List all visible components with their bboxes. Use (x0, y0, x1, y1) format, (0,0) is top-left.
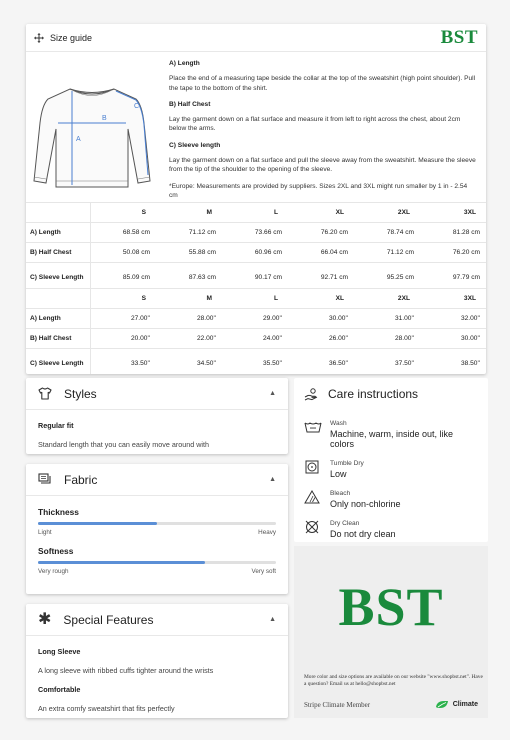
styles-body (26, 410, 288, 454)
table-cell: 34.50'' (156, 349, 222, 375)
table-cell: 66.04 cm (288, 243, 354, 263)
size-header: 3XL (420, 289, 486, 309)
sweatshirt-diagram (32, 83, 152, 188)
chevron-up-icon[interactable]: ▲ (269, 476, 276, 483)
table-cell: 28.00'' (354, 329, 420, 349)
features-header[interactable] (26, 604, 288, 636)
chevron-up-icon[interactable]: ▲ (269, 390, 276, 397)
table-cell: 35.50'' (222, 349, 288, 375)
table-cell: 97.79 cm (420, 263, 486, 293)
size-header: L (222, 289, 288, 309)
sleeve-heading: C) Sleeve length (169, 141, 221, 149)
size-header: M (156, 203, 222, 223)
style-item-title: Regular fit (38, 421, 74, 430)
table-cell: 71.12 cm (354, 243, 420, 263)
fabric-card (26, 464, 288, 594)
care-title: Care instructions (328, 387, 419, 401)
stripe-climate-text: Stripe Climate Member (304, 701, 371, 709)
care-value: Machine, warm, inside out, like colors (330, 429, 454, 449)
table-cell: 81.28 cm (420, 223, 486, 243)
fabric-header[interactable] (26, 464, 288, 496)
table-cell: 26.00'' (288, 329, 354, 349)
feature-text: An extra comfy sweatshirt that fits perfectly (38, 704, 175, 713)
size-header-row (26, 203, 486, 223)
tshirt-icon (38, 387, 52, 400)
table-cell: 24.00'' (222, 329, 288, 349)
no-dry-clean-icon (304, 520, 322, 534)
table-cell: 50.08 cm (90, 243, 156, 263)
size-header: S (90, 203, 156, 223)
length-heading: A) Length (169, 60, 200, 67)
chest-text: Lay the garment down on a flat surface and measure it from left to right across the chest, about 2cm below the arms. (169, 116, 461, 133)
size-header: M (156, 289, 222, 309)
size-table-cm (26, 202, 486, 293)
table-cell: 30.00'' (420, 329, 486, 349)
softness-scale (38, 568, 276, 575)
table-cell: 60.96 cm (222, 243, 288, 263)
softness-low: Very rough (38, 568, 69, 575)
label-c: C (134, 103, 140, 110)
wash-icon (304, 420, 322, 434)
empty-header-cell (26, 289, 90, 309)
feature-title: Comfortable (38, 685, 81, 694)
table-cell: 55.88 cm (156, 243, 222, 263)
care-key: Wash (330, 420, 347, 427)
climate-label: Climate (452, 701, 478, 708)
table-row (26, 223, 486, 243)
table-cell: 92.71 cm (288, 263, 354, 293)
table-cell: 32.00'' (420, 309, 486, 329)
asterisk-icon: ✱ (38, 610, 52, 628)
table-row (26, 349, 486, 375)
table-cell: 76.20 cm (288, 223, 354, 243)
care-value: Low (330, 469, 347, 479)
care-card (294, 378, 488, 542)
table-row (26, 243, 486, 263)
thickness-low: Light (38, 529, 52, 536)
thickness-fill (38, 522, 157, 525)
care-key: Tumble Dry (330, 460, 364, 467)
thickness-track (38, 522, 276, 525)
thickness-title: Thickness (38, 507, 79, 517)
care-item (304, 490, 478, 509)
size-header: 2XL (354, 203, 420, 223)
bleach-icon (304, 490, 322, 504)
length-text: Place the end of a measuring tape beside the collar at the top of the sweatshirt (high point shoulder). Pull the tape to the bottom of the shirt. (169, 75, 476, 92)
softness-title: Softness (38, 546, 74, 556)
table-cell: 38.50'' (420, 349, 486, 375)
table-cell: 22.00'' (156, 329, 222, 349)
fabric-title: Fabric (64, 472, 98, 487)
label-a: A (76, 136, 81, 143)
size-header: 2XL (354, 289, 420, 309)
feature-text: A long sleeve with ribbed cuffs tighter around the wrists (38, 666, 214, 675)
table-cell: 73.66 cm (222, 223, 288, 243)
fabric-body (26, 496, 288, 593)
table-cell: 76.20 cm (420, 243, 486, 263)
care-item (304, 420, 478, 449)
table-cell: 36.50'' (288, 349, 354, 375)
climate-badge (435, 700, 478, 709)
table-cell: 27.00'' (90, 309, 156, 329)
empty-header-cell (26, 203, 90, 223)
size-header: XL (288, 289, 354, 309)
feature-title: Long Sleeve (38, 647, 81, 656)
features-card (26, 604, 288, 718)
table-row (26, 329, 486, 349)
styles-card (26, 378, 288, 454)
table-cell: 68.58 cm (90, 223, 156, 243)
table-cell: 78.74 cm (354, 223, 420, 243)
softness-track (38, 561, 276, 564)
tumble-dry-icon (304, 460, 322, 474)
table-row (26, 309, 486, 329)
sleeve-text: Lay the garment down on a flat surface and pull the sleeve away from the sweatshirt. Measure the sleeve from the tip of the shoulder to the opening of the sleeve. (169, 157, 476, 174)
table-cell: 71.12 cm (156, 223, 222, 243)
thickness-high: Heavy (258, 529, 276, 536)
care-list (294, 410, 488, 539)
table-cell: 85.09 cm (90, 263, 156, 293)
care-key: Bleach (330, 490, 351, 497)
softness-fill (38, 561, 205, 564)
brand-panel (294, 546, 488, 718)
care-header (294, 378, 488, 410)
features-title: Special Features (63, 612, 154, 627)
row-label: C) Sleeve Length (26, 263, 90, 293)
brand-logo-large: BST (338, 577, 444, 637)
climate-leaf-icon (435, 700, 449, 709)
row-label: C) Sleeve Length (26, 349, 90, 375)
more-options-text: More color and size options are available on our website "www.shopbst.net". Have a question? Email us at hello@shopbst.net (304, 674, 483, 687)
row-label: A) Length (26, 309, 90, 329)
size-header-row (26, 289, 486, 309)
softness-high: Very soft (251, 568, 276, 575)
table-cell: 37.50'' (354, 349, 420, 375)
table-cell: 28.00'' (156, 309, 222, 329)
chevron-up-icon[interactable]: ▲ (269, 616, 276, 623)
styles-header[interactable] (26, 378, 288, 410)
row-label: B) Half Chest (26, 329, 90, 349)
europe-note: *Europe: Measurements are provided by suppliers. Sizes 2XL and 3XL might run smaller by 1 in - 2.54 cm (169, 182, 468, 199)
label-b: B (102, 115, 107, 122)
hand-care-icon (304, 388, 318, 401)
table-cell: 95.25 cm (354, 263, 420, 293)
row-label: B) Half Chest (26, 243, 90, 263)
size-guide-card (26, 24, 486, 374)
care-key: Dry Clean (330, 520, 360, 527)
table-cell: 29.00'' (222, 309, 288, 329)
size-header: L (222, 203, 288, 223)
size-header: S (90, 289, 156, 309)
size-guide-header (26, 24, 486, 52)
chest-heading: B) Half Chest (169, 100, 211, 108)
thickness-scale (38, 529, 276, 536)
table-cell: 20.00'' (90, 329, 156, 349)
fabric-layers-icon (38, 473, 52, 486)
move-arrows-icon (34, 33, 44, 43)
table-cell: 33.50'' (90, 349, 156, 375)
row-label: A) Length (26, 223, 90, 243)
care-value: Only non-chlorine (330, 499, 401, 509)
styles-title: Styles (64, 386, 97, 401)
size-table-inches (26, 288, 486, 374)
size-guide-title: Size guide (50, 32, 93, 43)
size-header: 3XL (420, 203, 486, 223)
style-item-text: Standard length that you can easily move around with (38, 440, 210, 449)
care-item (304, 460, 478, 479)
care-item (304, 520, 478, 539)
table-cell: 30.00'' (288, 309, 354, 329)
table-cell: 87.63 cm (156, 263, 222, 293)
care-value: Do not dry clean (330, 529, 396, 539)
measurement-instructions (169, 59, 477, 207)
table-cell: 90.17 cm (222, 263, 288, 293)
features-body (26, 636, 288, 718)
table-cell: 31.00'' (354, 309, 420, 329)
brand-logo-small: BST (440, 26, 478, 48)
size-header: XL (288, 203, 354, 223)
